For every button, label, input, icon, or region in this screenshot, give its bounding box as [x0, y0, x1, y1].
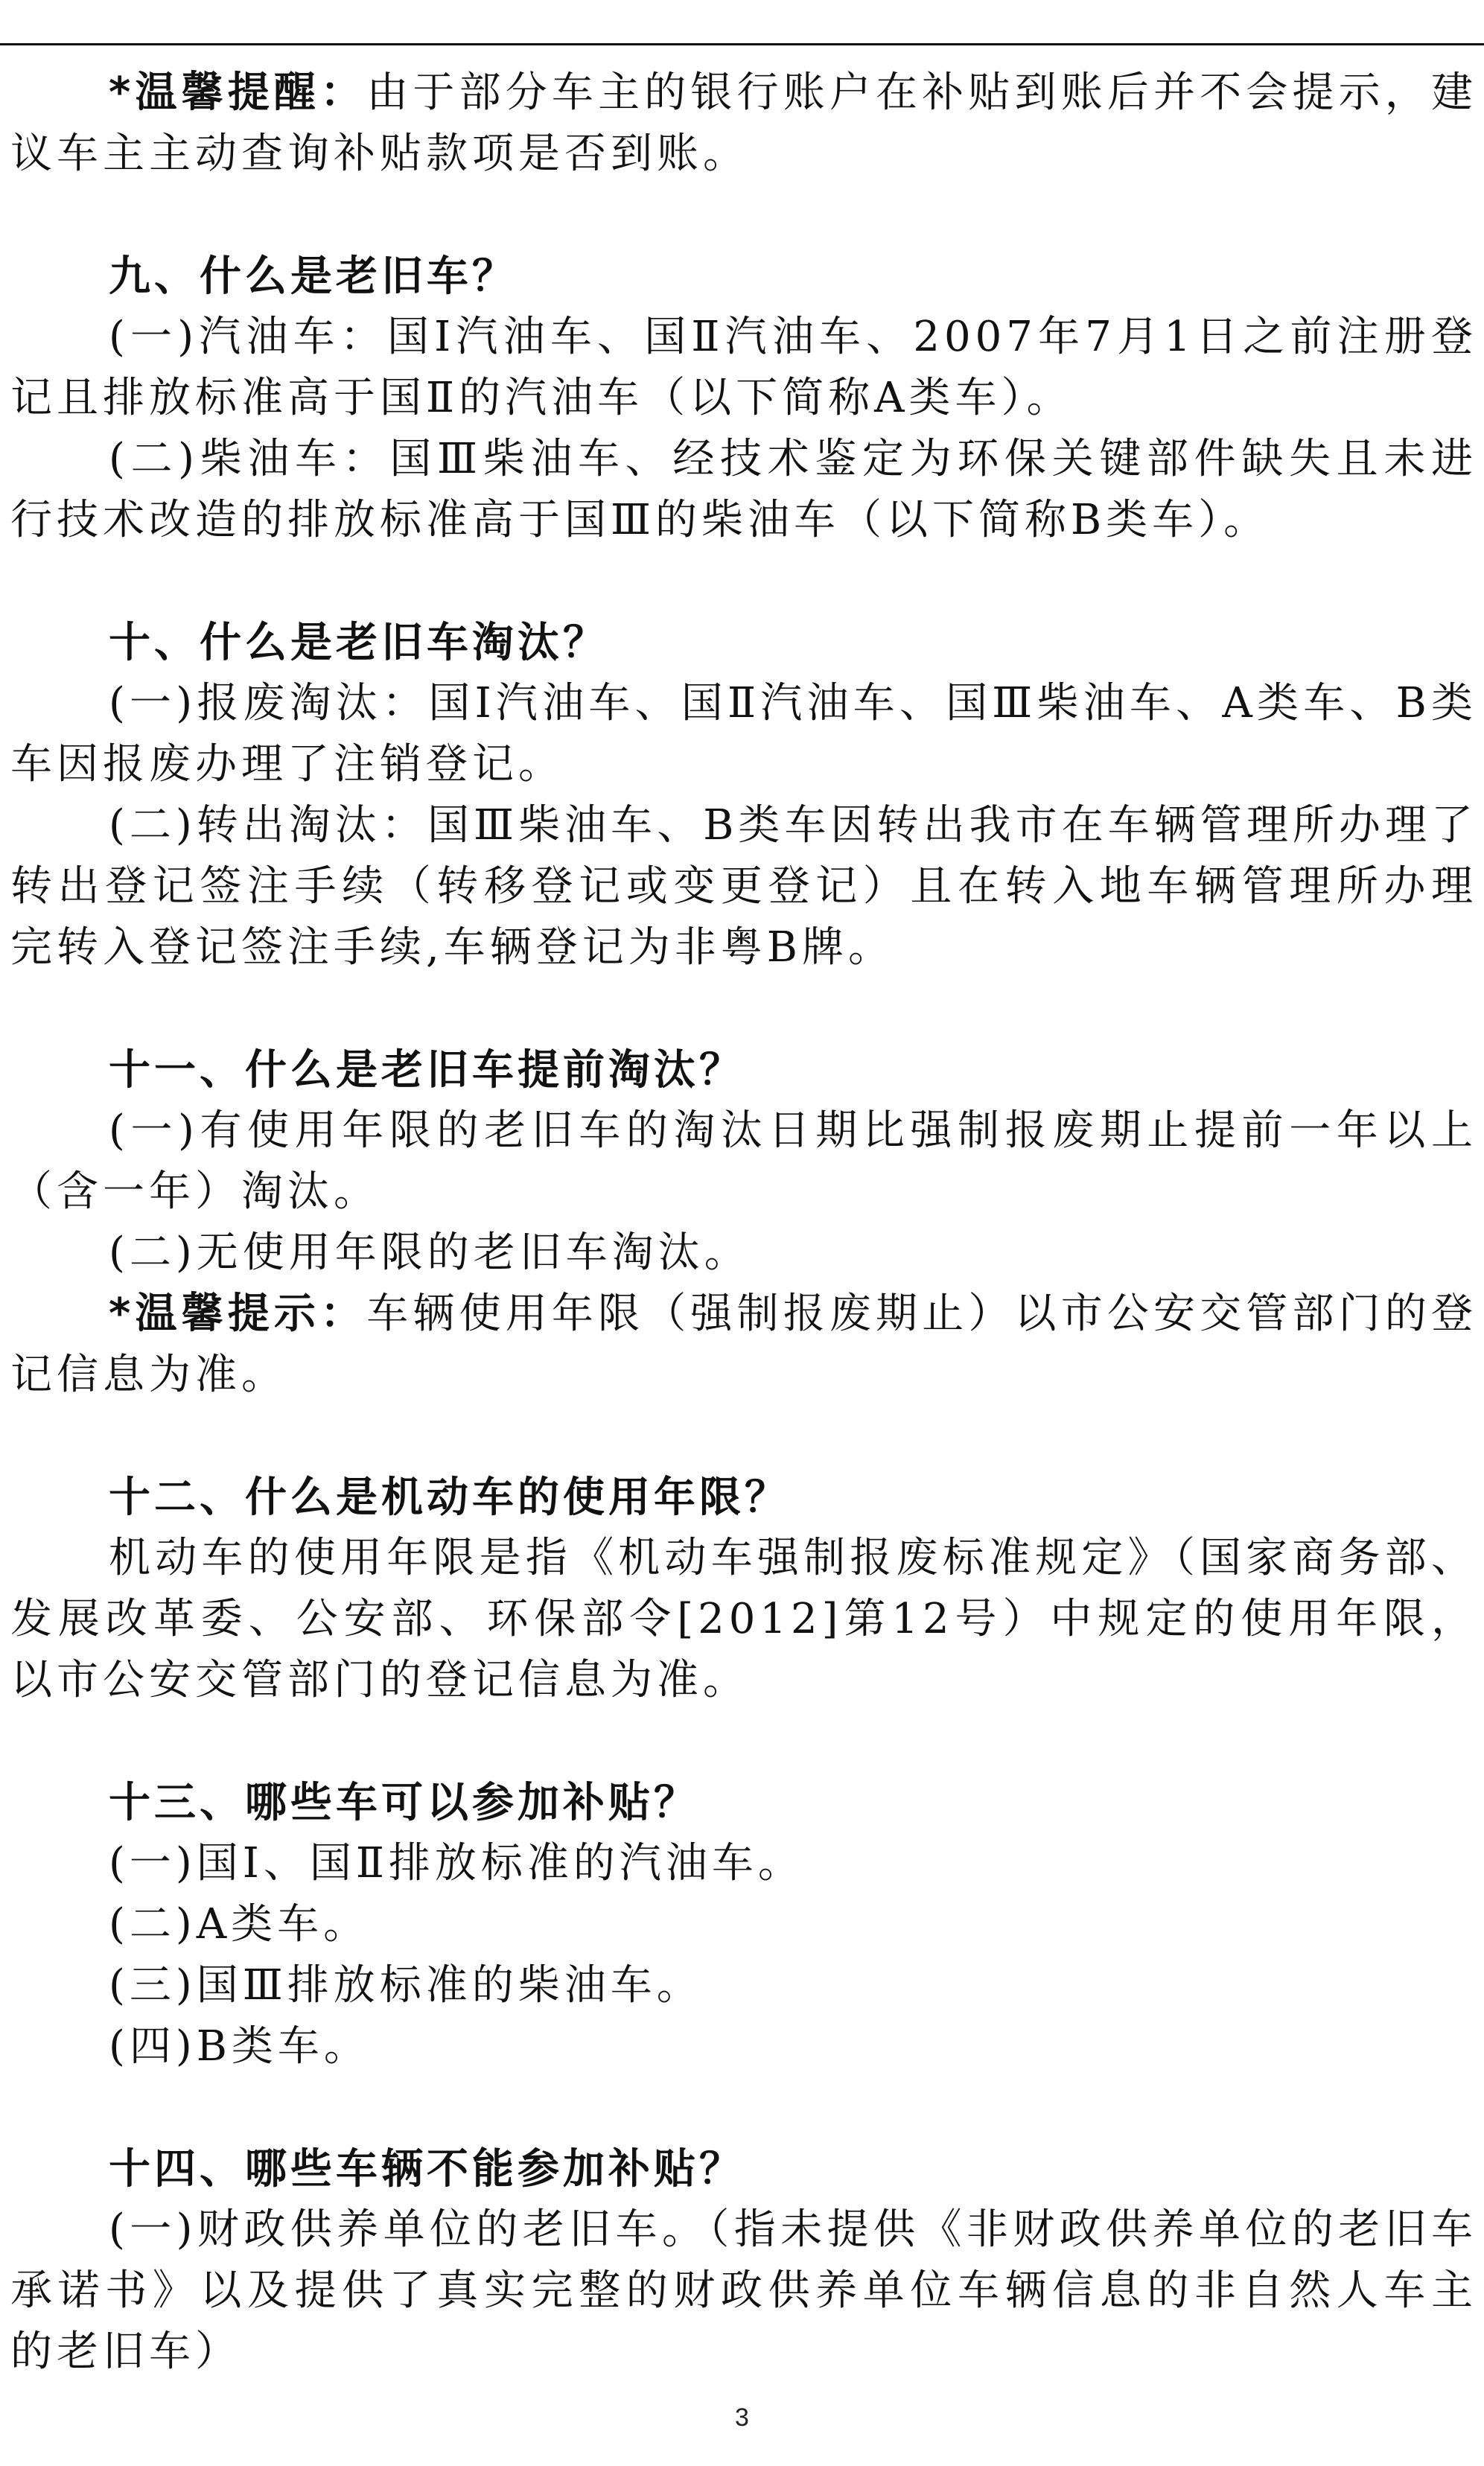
spacer — [10, 551, 1477, 612]
page-number: 3 — [735, 2403, 749, 2432]
section-14-heading: 十四、哪些车辆不能参加补贴？ — [109, 2144, 745, 2193]
section-11-tip-label: *温馨提示： — [109, 1290, 367, 1338]
document-body — [10, 63, 1477, 2383]
section-9-p2: (二)柴油车：国Ⅲ柴油车、经技术鉴定为环保关键部件缺失且未进行技术改造的排放标准高于国Ⅲ的柴油车（以下简称B类车）。 — [10, 435, 1477, 544]
section-14-p1: (一)财政供养单位的老旧车。（指未提供《非财政供养单位的老旧车承诺书》以及提供了真实完整的财政供养单位车辆信息的非自然人车主的老旧车） — [10, 2205, 1477, 2376]
section-12-p1: 机动车的使用年限是指《机动车强制报废标准规定》（国家商务部、发展改革委、公安部、环保部令[2012]第12号）中规定的使用年限，以市公安交管部门的登记信息为准。 — [10, 1534, 1477, 1704]
intro-tip — [10, 63, 1477, 185]
section-13-p3: (三)国Ⅲ排放标准的柴油车。 — [109, 1961, 703, 2010]
spacer — [10, 1406, 1477, 1467]
section-9-heading: 九、什么是老旧车？ — [109, 252, 518, 301]
section-13-heading: 十三、哪些车可以参加补贴？ — [109, 1778, 699, 1827]
section-10-p2: (二)转出淘汰：国Ⅲ柴油车、B类车因转出我市在车辆管理所办理了转出登记签注手续（转移登记或变更登记）且在转入地车辆管理所办理完转入登记签注手续,车辆登记为非粤B牌。 — [10, 801, 1477, 972]
spacer — [10, 2077, 1477, 2138]
intro-tip-label: *温馨提醒： — [109, 68, 367, 117]
section-9-p1: (一)汽油车：国Ⅰ汽油车、国Ⅱ汽油车、2007年7月1日之前注册登记且排放标准高于国Ⅱ的汽油车（以下简称A类车）。 — [10, 313, 1477, 422]
section-11-tip-text: 车辆使用年限（强制报废期止）以市公安交管部门的登记信息为准。 — [10, 1290, 1477, 1399]
section-13-p1: (一)国Ⅰ、国Ⅱ排放标准的汽油车。 — [109, 1839, 804, 1887]
spacer — [10, 978, 1477, 1039]
section-10-heading: 十、什么是老旧车淘汰？ — [109, 618, 608, 667]
section-11-p1: (一)有使用年限的老旧车的淘汰日期比强制报废期止提前一年以上（含一年）淘汰。 — [10, 1106, 1477, 1216]
section-11-p2: (二)无使用年限的老旧车淘汰。 — [109, 1229, 751, 1277]
section-10-p1: (一)报废淘汰：国Ⅰ汽油车、国Ⅱ汽油车、国Ⅲ柴油车、A类车、B类车因报废办理了注销登记。 — [10, 679, 1477, 788]
section-13-p4: (四)B类车。 — [109, 2022, 370, 2071]
top-rule — [0, 43, 1484, 45]
section-11-heading: 十一、什么是老旧车提前淘汰？ — [109, 1045, 745, 1095]
section-13-p2: (二)A类车。 — [109, 1900, 370, 1949]
section-12-heading: 十二、什么是机动车的使用年限？ — [109, 1473, 790, 1522]
spacer — [10, 1711, 1477, 1772]
spacer — [10, 185, 1477, 246]
section-11-tip — [10, 1284, 1477, 1406]
intro-tip-text: 由于部分车主的银行账户在补贴到账后并不会提示，建议车主主动查询补贴款项是否到账。 — [10, 68, 1477, 178]
